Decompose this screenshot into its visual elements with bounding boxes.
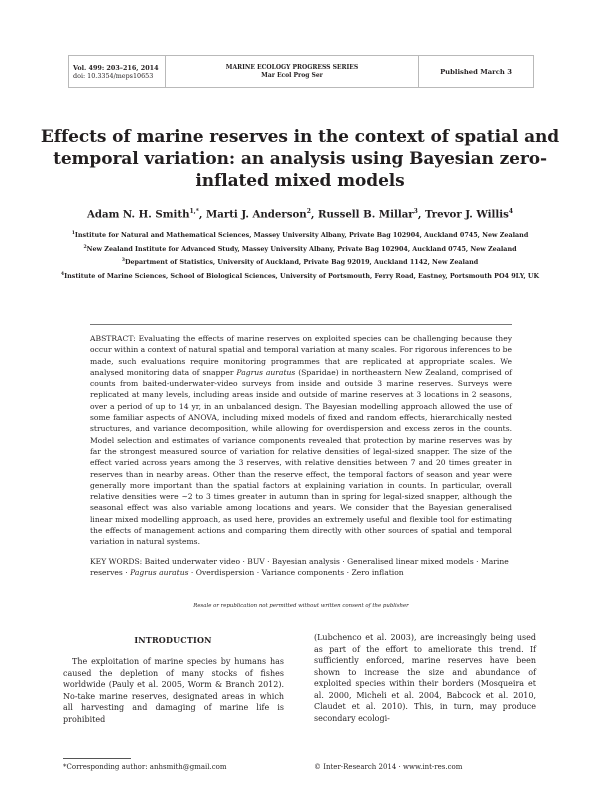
abstract-text: ABSTRACT: Evaluating the effects of marine reserves on exploited species can be challenging because they occur within a context of natural spatial and temporal variation at many scales. For rigorous inferences to be made, such evaluations require monitoring programmes that are replicated at appropriate scales. We analysed monitoring data of snapper Pagrus auratus (Sparidae) in northeastern New Zealand, comprised of counts from baited-underwater-video surveys from inside and outside 3 marine reserves. Surveys were replicated at many levels, including areas inside and outside of marine reserves at 3 locations in 2 seasons, over a period of up to 14 yr, in an unbalanced design. The Bayesian modelling approach allowed the use of some familiar aspects of ANOVA, including mixed models of fixed and random effects, hierarchically nested structures, and variance decomposition, while allowing for overdispersion and excess zeros in the counts. Model selection and estimates of variance components revealed that protection by marine reserves was by far the strongest measured source of variation for relative densities of legal-sized snapper. The size of the effect varied across years among the 3 reserves, with relative densities between 7 and 20 times greater in reserves than in nearby areas. Other than the reserve effect, the temporal factors of season and year were generally more important than the spatial factors at explaining variation in counts. In particular, overall relative densities were ~2 to 3 times greater in autumn than in spring for legal-sized snapper, although the seasonal effect was also variable among locations and years. We consider that the Bayesian generalised linear mixed modelling approach, as used here, provides an extremely useful and flexible tool for estimating the effects of management actions and comparing them directly with other sources of spatial and temporal variation in natural systems. xyxy=(90,334,512,547)
author-affil-sup: 3 xyxy=(413,208,418,215)
author-list: Adam N. H. Smith$^{1,*}$, Marti J. Anderson$^2$, Russell B. Millar$^3$, Trevor J. Willis$^4$ xyxy=(86,208,514,221)
author-name: Adam N. H. Smith xyxy=(86,208,190,221)
corresponding-author-footnote: *Corresponding author: anhsmith@gmail.com xyxy=(63,763,227,771)
author-name: Russell B. Millar xyxy=(317,208,414,221)
author-affil-sup: 1,* xyxy=(189,208,199,215)
resale-notice: Resale or republication not permitted without written consent of the publisher xyxy=(193,603,409,609)
journal-name: MARINE ECOLOGY PROGRESS SERIES xyxy=(225,63,359,71)
species-name: Pagrus auratus xyxy=(236,367,296,377)
affiliation: $^3$Department of Statistics, University of Auckland, Private Bag 92019, Auckland 1142, New Zealand xyxy=(121,258,479,267)
author-affil-sup: 4 xyxy=(508,208,514,215)
footnote-divider xyxy=(63,758,131,759)
affiliations xyxy=(52,228,548,282)
doi: doi: 10.3354/meps10653 xyxy=(73,71,154,80)
affiliation: $^1$Institute for Natural and Mathematical Sciences, Massey University Albany, Private Bag 102904, Auckland 0745, New Zealand xyxy=(71,231,529,240)
keywords: KEY WORDS: Baited underwater video · BUV · Bayesian analysis · Generalised linear mixed models · Marine reserves · Pagrus auratus · Overdispersion · Variance components · Zero inflation xyxy=(90,556,509,577)
author-affil-sup: 2 xyxy=(306,208,311,215)
affiliation: $^2$New Zealand Institute for Advanced Study, Massey University Albany, Private Bag 102904, Auckland 0745, New Zealand xyxy=(83,244,517,253)
abstract-section xyxy=(90,324,512,578)
affiliation: $^4$Institute of Marine Sciences, School of Biological Sciences, University of Portsmouth, Ferry Road, Eastney, Portsmouth PO4 9LY, UK xyxy=(60,271,540,280)
header-published-cell xyxy=(419,56,533,87)
paper-title: Effects of marine reserves in the context of spatial and temporal variation: an analysis using Bayesian zero-inflated mixed models xyxy=(40,127,560,191)
volume-info: Vol. 499: 203–216, 2014 xyxy=(73,63,159,72)
divider xyxy=(90,324,512,325)
section-heading: INTRODUCTION xyxy=(134,635,212,645)
copyright: © Inter-Research 2014 · www.int-res.com xyxy=(314,763,463,771)
species-name: Pagrus auratus xyxy=(130,567,189,577)
published-date: Published March 3 xyxy=(440,67,512,76)
author-name: Marti J. Anderson xyxy=(205,208,307,221)
header-volume-cell xyxy=(69,56,165,87)
intro-column-left: The exploitation of marine species by humans has caused the depletion of many stocks of fishes worldwide (Pauly et al. 2005, Worm & Branch 2012). No-take marine reserves, designated areas in which all harvesting and damaging of marine life is prohibited xyxy=(63,657,284,724)
header-journal-cell xyxy=(165,56,419,87)
journal-abbrev: Mar Ecol Prog Ser xyxy=(261,71,323,79)
author-name: Trevor J. Willis xyxy=(424,208,509,221)
journal-header xyxy=(68,55,534,88)
intro-column-right: (Lubchenco et al. 2003), are increasingly being used as part of the effort to ameliorate this trend. If sufficiently enforced, marine reserves have been shown to increase the size and abundance of exploited species within their borders (Mosqueira et al. 2000, Micheli et al. 2004, Babcock et al. 2010, Claudet et al. 2010). This, in turn, may produce secondary ecologi- xyxy=(314,633,536,723)
